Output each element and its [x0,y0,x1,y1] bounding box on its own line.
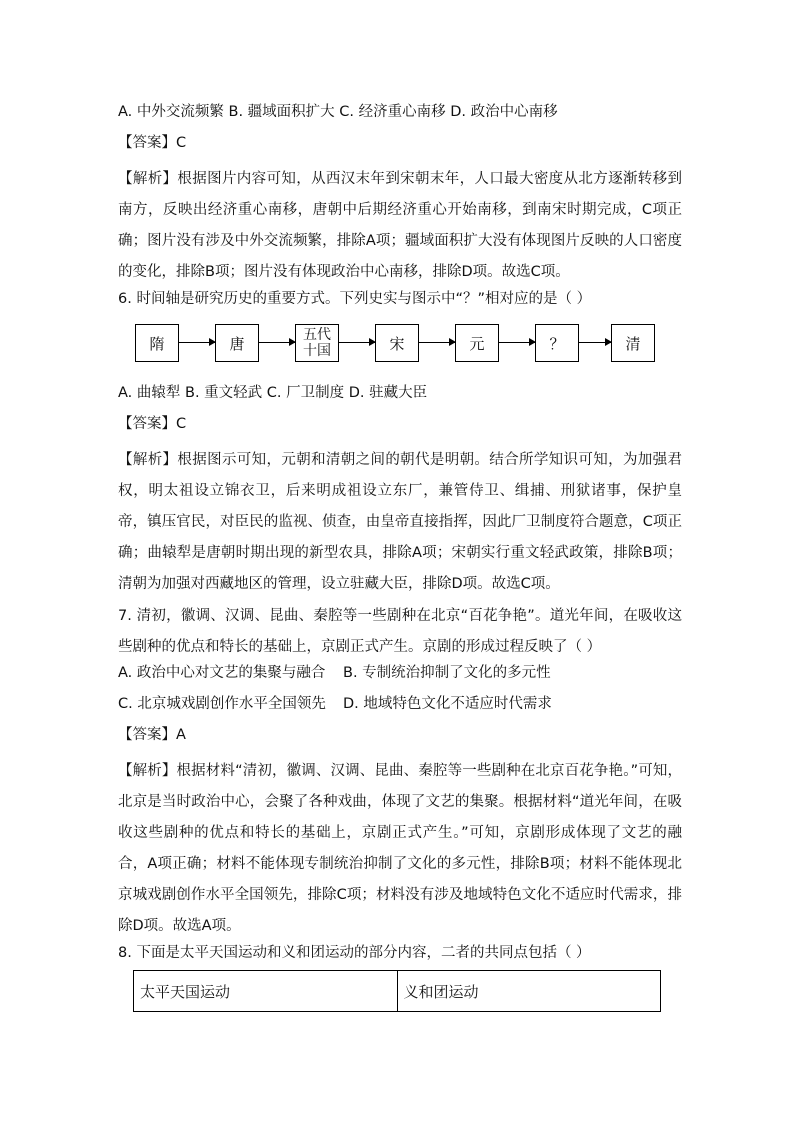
q6-analysis: 【解析】根据图示可知，元朝和清朝之间的朝代是明朝。结合所学知识可知，为加强君权，明太祖设立锦衣卫，后来明成祖设立东厂，兼管侍卫、缉捕、刑狱诸事，保护皇帝，镇压官民，对臣民的监视、侦查，由皇帝直接指挥，因此厂卫制度符合题意，C项正确；曲辕犁是唐朝时期出现的新型农具，排除A项；宋朝实行重文轻武政策，排除B项；清朝为加强对西藏地区的管理，设立驻藏大臣，排除D项。故选C项。 [118,452,682,592]
comparison-table [133,970,661,1012]
timeline-arrow [259,342,295,343]
q5-answer: 【答案】C [118,135,187,151]
timeline-box-sui: 隋 [135,324,179,362]
timeline-box-qing: 清 [611,324,655,362]
timeline-arrow [339,342,375,343]
dynasty-timeline [135,324,655,368]
q7-option-d: D. 地域特色文化不适应时代需求 [343,696,552,712]
q6-answer: 【答案】C [118,416,187,432]
q7-option-a: A. 政治中心对文艺的集聚与融合 [118,665,326,681]
q7-answer: 【答案】A [118,727,186,743]
q7-option-b: B. 专制统治抑制了文化的多元性 [343,665,551,681]
table-header-taiping: 太平天国运动 [140,982,231,1001]
timeline-arrow [179,342,215,343]
timeline-arrow [499,342,535,343]
q5-options: A. 中外交流频繁 B. 疆域面积扩大 C. 经济重心南移 D. 政治中心南移 [118,104,558,120]
q7-analysis: 【解析】根据材料“清初，徽调、汉调、昆曲、秦腔等一些剧种在北京百花争艳。”可知，北京是当时政治中心，会聚了各种戏曲，体现了文艺的集聚。根据材料“道光年间，在吸收这些剧种的优点和特长的基础上，京剧正式产生。”可知，京剧形成体现了文艺的融合，A项正确；材料不能体现专制统治抑制了文化的多元性，排除B项；材料不能体现北京城戏剧创作水平全国领先，排除C项；材料没有涉及地域特色文化不适应时代需求，排除D项。故选A项。 [118,763,682,934]
table-header-yihetuan: 义和团运动 [397,971,661,1011]
q8-stem: 8. 下面是太平天国运动和义和团运动的部分内容，二者的共同点包括（ ） [118,945,591,961]
timeline-box-yuan: 元 [455,324,499,362]
timeline-box-song: 宋 [375,324,419,362]
q7-stem: 7. 清初，徽调、汉调、昆曲、秦腔等一些剧种在北京“百花争艳”。道光年间，在吸收这些剧种的优点和特长的基础上，京剧正式产生。京剧的形成过程反映了（ ） [118,608,682,655]
q6-options: A. 曲辕犁 B. 重文轻武 C. 厂卫制度 D. 驻藏大臣 [118,385,428,401]
timeline-box-tang: 唐 [215,324,259,362]
q5-analysis: 【解析】根据图片内容可知，从西汉末年到宋朝末年，人口最大密度从北方逐渐转移到南方，反映出经济重心南移，唐朝中后期经济重心开始南移，到南宋时期完成，C项正确；图片没有涉及中外交流频繁，排除A项；疆域面积扩大没有体现图片反映的人口密度的变化，排除B项；图片没有体现政治中心南移，排除D项。故选C项。 [118,171,682,280]
q7-option-c: C. 北京城戏剧创作水平全国领先 [118,696,326,712]
q6-stem: 6. 时间轴是研究历史的重要方式。下列史实与图示中“？”相对应的是（ ） [118,291,592,307]
timeline-arrow [419,342,455,343]
timeline-box-wudai-shiguo: 五代 十国 [295,324,339,362]
timeline-box-unknown: ？ [535,324,579,362]
timeline-arrow [579,342,611,343]
